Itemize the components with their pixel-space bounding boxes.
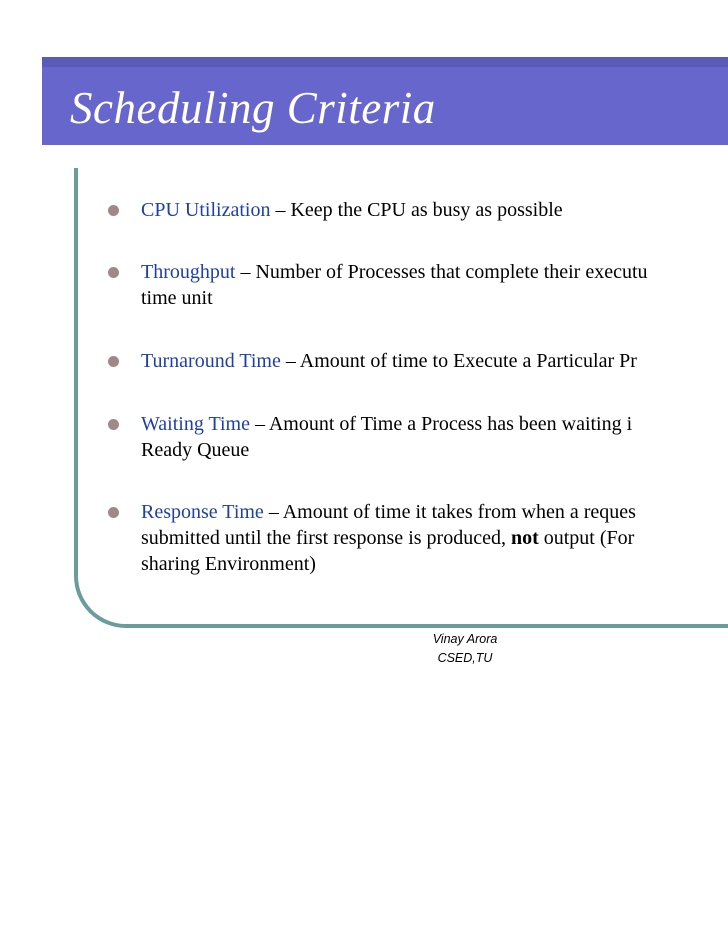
bullet-dot-icon (108, 356, 119, 367)
bullet-text: – Amount of Time a Process has been waiting i (249, 413, 633, 435)
bullet-term: Response Time (141, 501, 264, 523)
bullet-term: Throughput (141, 261, 236, 283)
bullet-term: Waiting Time (141, 413, 250, 435)
bullet-dot-icon (108, 419, 119, 430)
bullet-text-line2a: submitted until the first response is produced, (141, 527, 511, 549)
bullet-text-line2b: output (For (538, 527, 635, 549)
bullet-dot-icon (108, 205, 119, 216)
footer-dept: CSED,TU (437, 651, 493, 665)
bullet-text: – Amount of time it takes from when a reques (263, 501, 636, 523)
title-bar-shade (42, 57, 728, 67)
bullet-dot-icon (108, 507, 119, 518)
bullet-text: – Keep the CPU as busy as possible (270, 199, 563, 221)
bullet-text-line2: Ready Queue (141, 439, 250, 461)
bullet-text: – Number of Processes that complete their executu (235, 261, 648, 283)
bullet-text-line3: sharing Environment) (141, 553, 316, 575)
slide-title: Scheduling Criteria (70, 83, 436, 133)
bullet-text-bold: not (510, 527, 539, 549)
footer-author: Vinay Arora (432, 632, 498, 646)
bullet-term: CPU Utilization (141, 199, 271, 221)
bullet-dot-icon (108, 267, 119, 278)
bullet-text: – Amount of time to Execute a Particular Pr (280, 350, 637, 372)
bullet-term: Turnaround Time (141, 350, 281, 372)
bullet-text-line2: time unit (141, 287, 213, 309)
